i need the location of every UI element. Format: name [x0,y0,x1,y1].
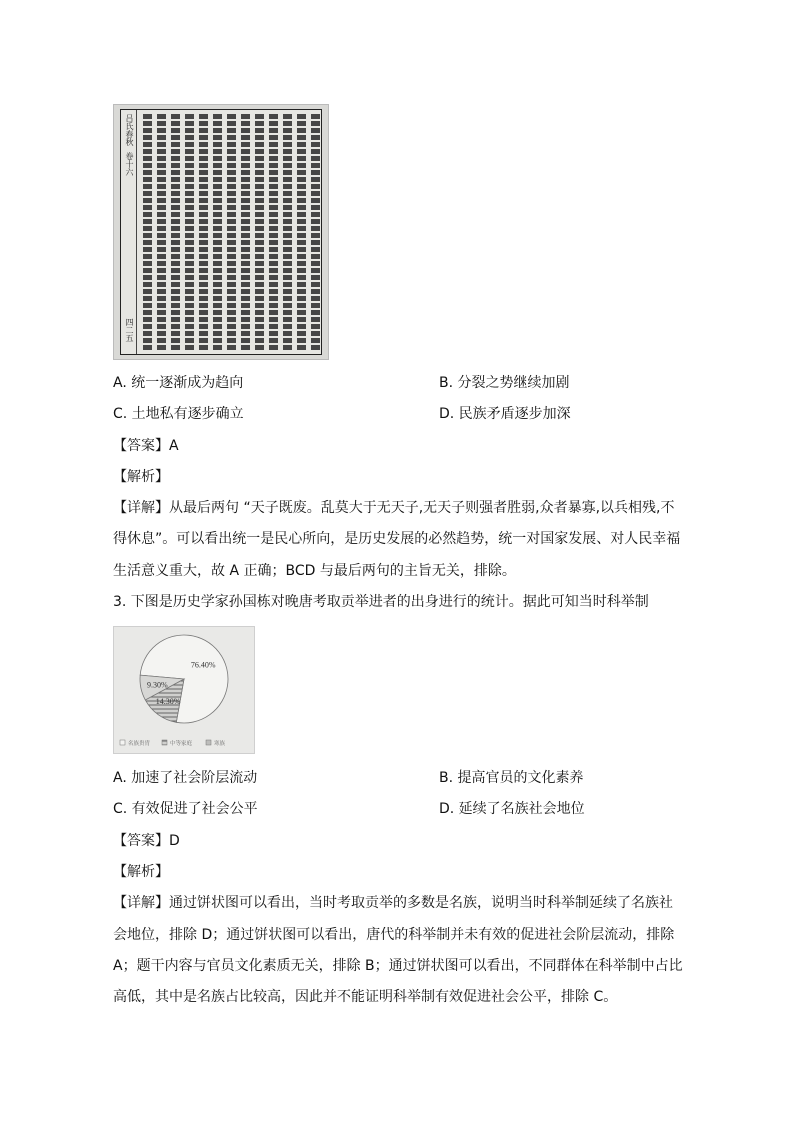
answer-label: 【答案】 [113,833,169,849]
q2-detail-line-1 [113,498,675,518]
text-column [185,114,194,350]
text-column [171,114,180,350]
text-column [283,114,292,350]
q3-detail-line-2: 会地位，排除 D；通过饼状图可以看出，唐代的科举制并未有效的促进社会阶层流动，排除 [113,927,675,943]
text-column [213,114,222,350]
book-title-text: 吕氏春秋 [125,114,134,146]
pie-slice-label: 76.40% [190,660,216,670]
q3-option-a: A. 加速了社会阶层流动 [113,770,258,786]
answer-value: D [169,833,180,849]
answer-value: A [169,438,179,454]
q2-analysis-label: 【解析】 [113,469,169,485]
text-column [199,114,208,350]
q3-stem: 3. 下图是历史学家孙国栋对晚唐考取贡举进者的出身进行的统计。据此可知当时科举制 [113,594,649,610]
legend-label: 名族贵胄 [128,741,151,747]
q2-answer-line [113,436,179,456]
q2-option-c: C. 土地私有逐步确立 [113,406,244,422]
q2-detail-line-2: 得休息”。可以看出统一是民心所向，是历史发展的必然趋势，统一对国家发展、对人民幸福 [113,531,681,547]
legend-label: 中等家庭 [170,741,193,747]
legend-swatch [162,740,167,745]
text-column [311,114,320,350]
pie-chart [114,627,254,753]
text-column [297,114,306,350]
q2-option-b: B. 分裂之势继续加剧 [439,375,570,391]
detail-label: 【详解】 [113,895,169,911]
detail-text: 通过饼状图可以看出，当时考取贡举的多数是名族，说明当时科举制延续了名族社 [169,895,673,911]
q3-detail-line-3: A；题干内容与官员文化素质无关，排除 B；通过饼状图可以看出，不同群体在科举制中占比 [113,958,683,974]
pie-chart-figure [113,626,255,754]
column-rule [136,110,137,354]
answer-label: 【答案】 [113,438,169,454]
text-column [269,114,278,350]
legend-swatch [120,740,125,745]
q3-analysis-label: 【解析】 [113,864,169,880]
q2-option-d: D. 民族矛盾逐步加深 [439,406,571,422]
q3-option-c: C. 有效促进了社会公平 [113,801,258,817]
book-volume-text: 卷十六 [125,152,134,176]
q3-option-d: D. 延续了名族社会地位 [439,801,585,817]
legend-swatch [206,740,211,745]
q2-option-a: A. 统一逐渐成为趋向 [113,375,244,391]
detail-label: 【详解】 [113,500,169,516]
q3-detail-line-1 [113,893,673,913]
pie-slice-label: 14.30% [155,697,181,707]
q2-detail-line-3: 生活意义重大，故 A 正确；BCD 与最后两句的主旨无关，排除。 [113,563,516,579]
text-column [255,114,264,350]
q3-option-b: B. 提高官员的文化素养 [439,770,584,786]
text-column [143,114,152,350]
text-column [227,114,236,350]
q3-detail-line-4: 高低，其中是名族占比较高，因此并不能证明科举制有效促进社会公平，排除 C。 [113,989,618,1005]
book-scan-image [113,104,329,360]
book-page-frame [120,109,322,355]
text-column [241,114,250,350]
text-column [157,114,166,350]
q3-answer-line [113,831,180,851]
pie-slice-label: 9.30% [146,680,168,690]
detail-text: 从最后两句 “天子既废。乱莫大于无天子,无天子则强者胜弱,众者暴寡,以兵相残,不 [169,500,675,516]
legend-label: 寒族 [214,741,226,747]
book-page-number: 四二五 [125,318,134,342]
